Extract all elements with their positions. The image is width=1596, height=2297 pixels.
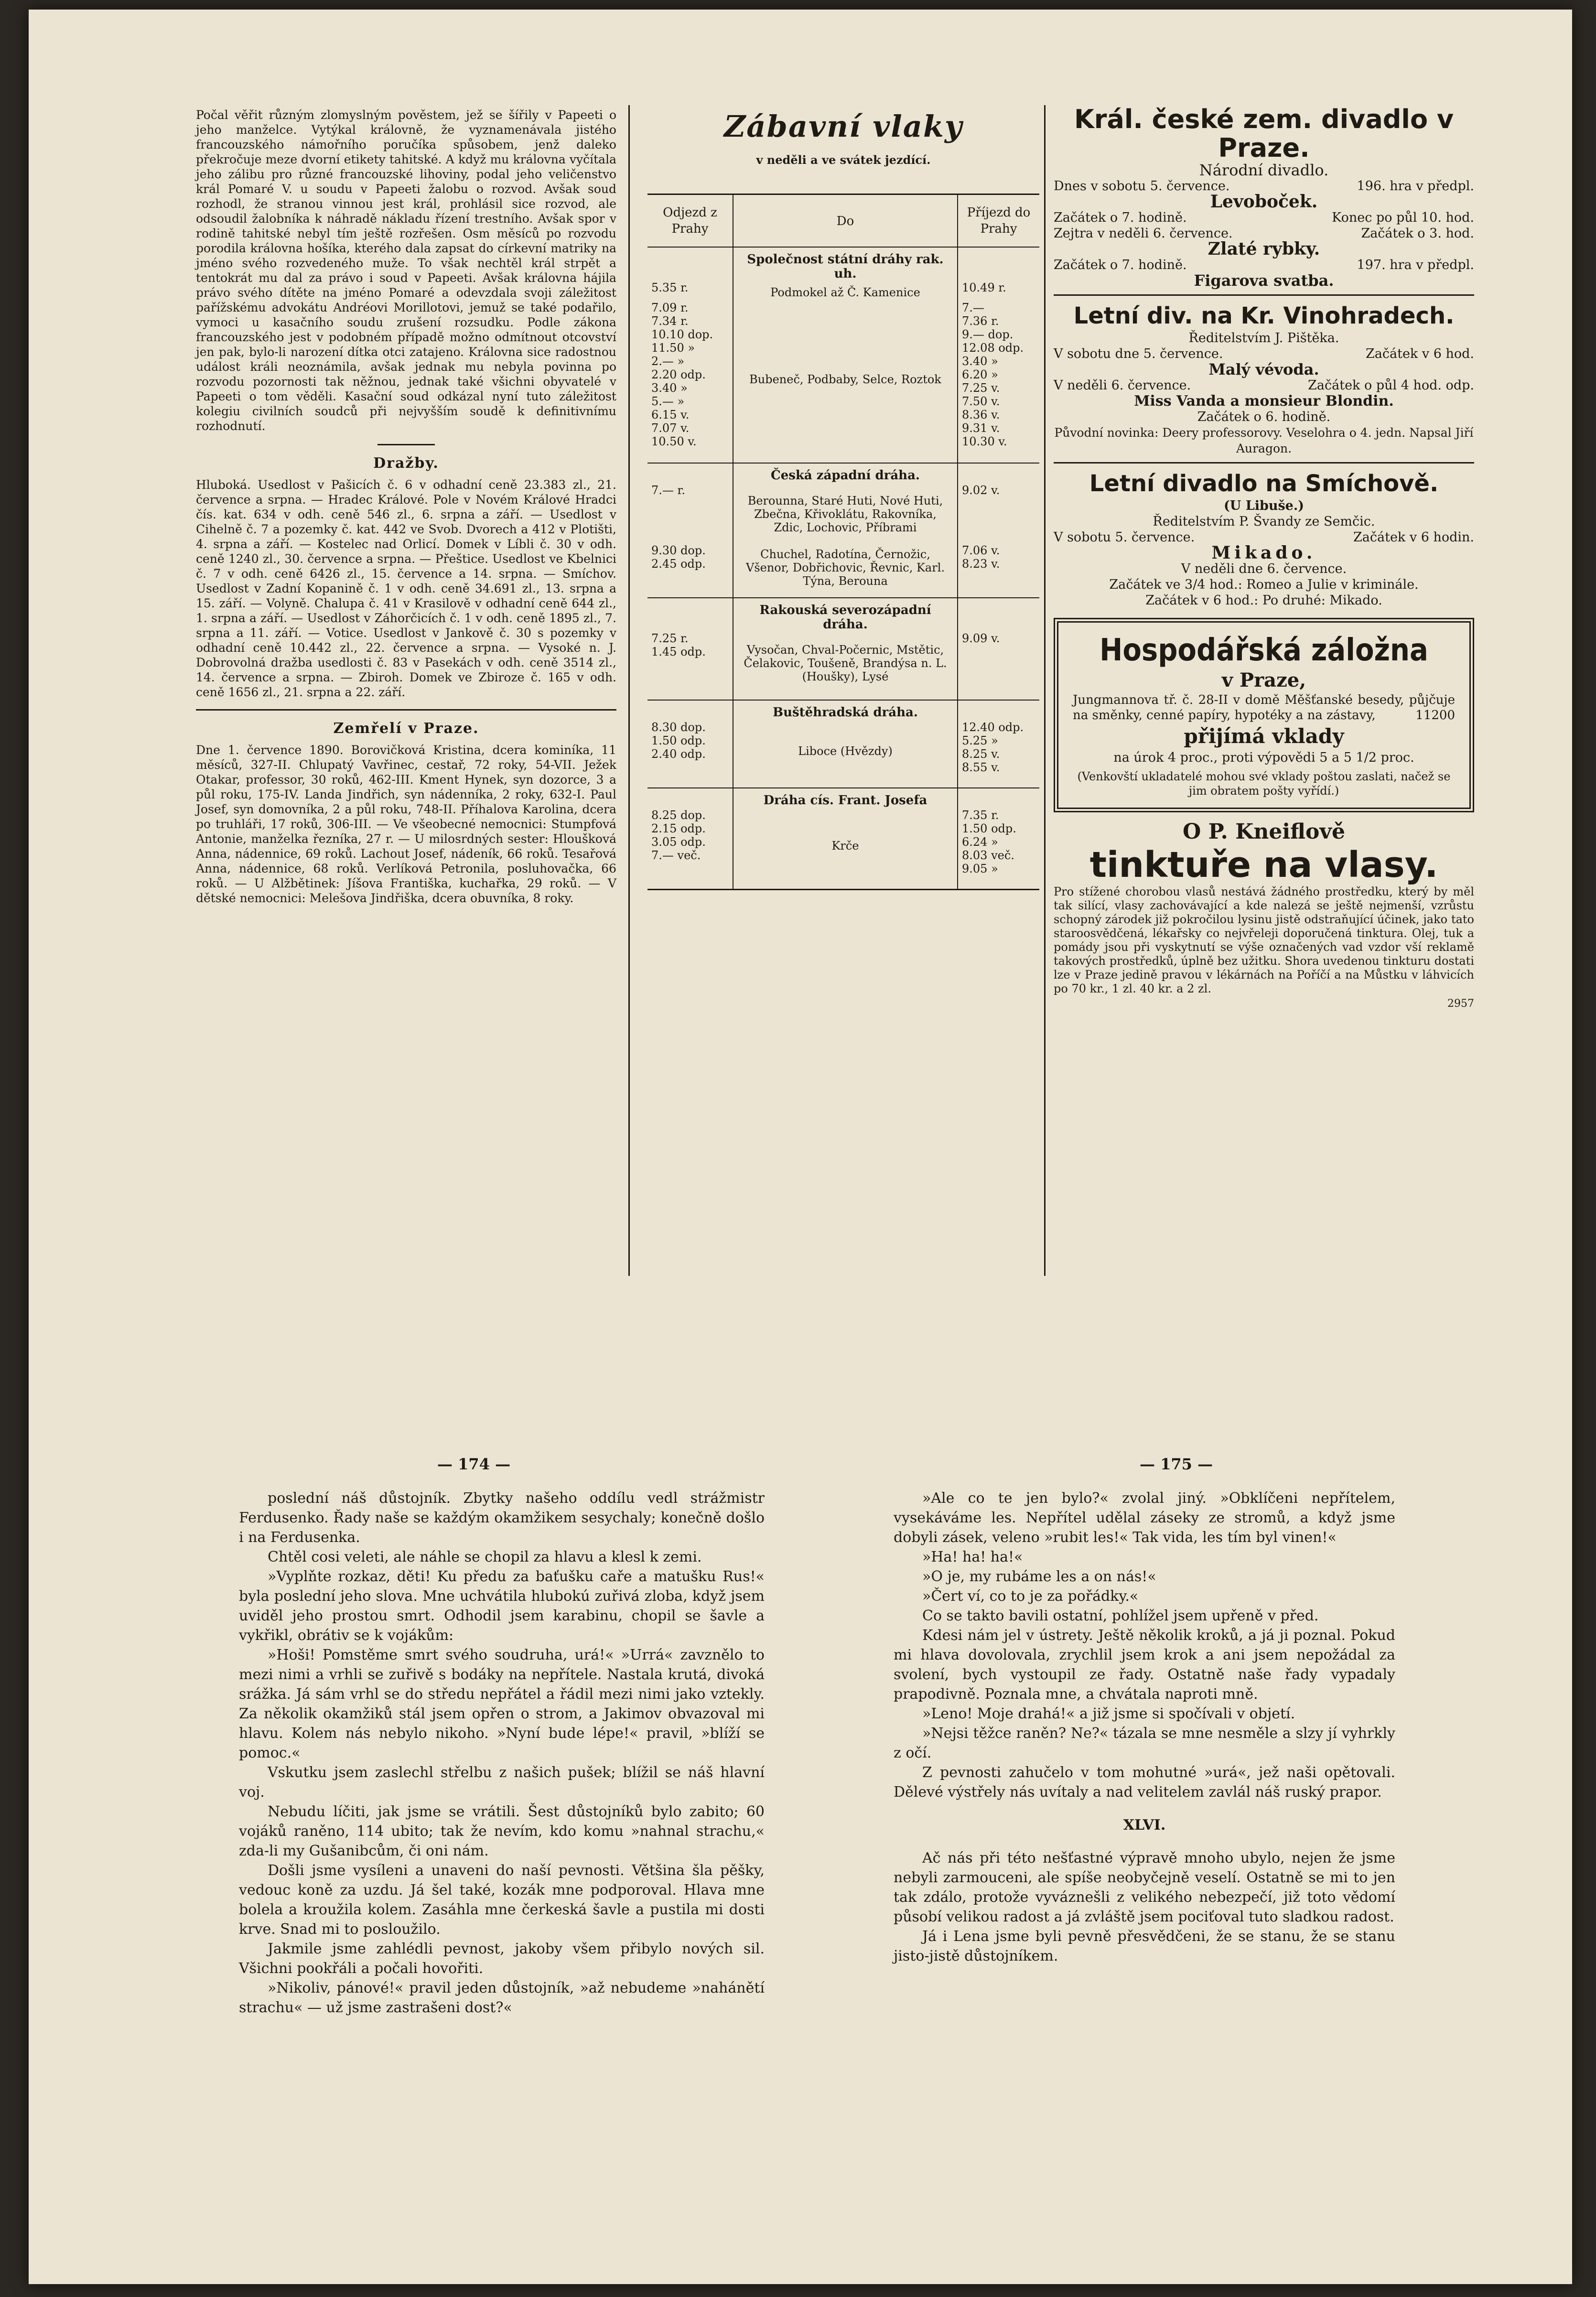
timetable (647, 194, 1039, 890)
divider (377, 444, 435, 445)
zemreli-heading: Zemřelí v Praze. (333, 720, 479, 737)
bank-city: v Praze, (1221, 669, 1306, 691)
story-paragraph: »Ale co te jen bylo?« zvolal jiný. »Obklíčeni nepřítelem, vysekáváme les. Nepřítel udělal záseky ze stromů, a když jsme dobyli zásek, veleno »rubit les!« Tak vida, les tím byl vinen!« (894, 1490, 1395, 1546)
info-line: V sobotu dne 5. července. (1054, 346, 1223, 361)
divider (1054, 462, 1474, 464)
depart-group (651, 301, 729, 448)
destinations (733, 464, 958, 597)
page-number-right: — 175 — (1140, 1455, 1213, 1473)
story-paragraph: XLVI. (1123, 1817, 1166, 1833)
arrive-group (962, 484, 1035, 537)
railway-name: Společnost státní dráhy rak. uh. (747, 252, 944, 281)
bank-note: (Venkovští ukladatelé mohou své vklady poštou zaslati, načež se jim obratem pošty vyřídí.) (1077, 770, 1451, 798)
time-value: 7.— več. (651, 849, 701, 862)
theatre-smichov-sub: Ředitelstvím P. Švandy ze Semčic. (1153, 514, 1375, 529)
time-value: 12.08 odp. (962, 341, 1024, 355)
time-value: 9.09 v. (962, 632, 1000, 645)
destination-text (738, 286, 952, 299)
bank-title: Hospodářská záložna (1100, 633, 1428, 668)
story-paragraph: »O je, my rubáme les a on nás!« (922, 1568, 1156, 1585)
time-value: 7.06 v. (962, 544, 1000, 557)
time-value: 7.— (962, 301, 984, 314)
zemreli-text: Dne 1. července 1890. Borovičková Kristina, dcera kominíka, 11 měsíců, 327-II. Chlupatý Vavřinec, cestař, 72 roky, 54-VII. Ježek Otakar, professor, 30 roků, 462-III. Kment Hynek, syn dozorce, 3 a půl roku, 175-IV. Landa Jindřich, syn nádenníka, 2 roky, 632-I. Paul Josef, syn domovníka, 2 a půl roku, 748-II. Příhalova Karolina, dcera po truhláři, 17 roků, 306-III. — Ve všeobecné nemocnici: Stumpfová Antonie, manželka řezníka, 27 r. — U milosrdných sester: Hloušková Anna, nádennice, 69 roků. Lachout Josef, nádeník, 66 roků. Tesařová Anna, nádennice, 68 roků. Verlíková Petronila, posluhovačka, 66 roků. — U Alžbětinek: Jíšova Františka, kuchařka, 29 roků. — V dětské nemocnici: Melešova Jindřiška, dcera obuvníka, 8 roky. (196, 743, 616, 905)
info-line: Konec po půl 10. hod. (1332, 210, 1474, 225)
newspaper-sheet (29, 10, 1572, 2284)
time-value: 3.05 odp. (651, 835, 706, 849)
depart-times (647, 248, 733, 463)
info-line: Začátek v 6 hodin. (1353, 530, 1474, 545)
col-to: Do (733, 195, 958, 247)
time-value: 2.15 odp. (651, 822, 706, 835)
col-depart: Odjezd z Prahy (647, 195, 733, 247)
theatre-vinohrady-sub: Ředitelstvím J. Pištěka. (1188, 331, 1339, 345)
arrive-group (962, 301, 1035, 448)
time-value: 7.— r. (651, 484, 685, 497)
play-title: Levoboček. (1210, 192, 1318, 212)
time-value: 9.05 » (962, 862, 998, 875)
time-value: 7.07 v. (651, 421, 690, 435)
bank-rate: na úrok 4 proc., proti výpovědi 5 a 5 1/2 proc. (1113, 750, 1414, 765)
right-column (1054, 105, 1474, 1012)
theatre-national-sub: Národní divadlo. (1199, 161, 1329, 179)
tincture-top: O P. Kneiflově (1183, 820, 1345, 844)
time-value: 7.50 v. (962, 395, 1000, 408)
arrive-times (958, 598, 1039, 700)
railway-name: Buštěhradská dráha. (773, 705, 918, 720)
info-line: Začátek o půl 4 hod. odp. (1308, 378, 1474, 393)
time-value: 10.49 r. (962, 281, 1006, 294)
railway-name: Dráha cís. Frant. Josefa (763, 793, 927, 808)
destination-label: Bubeneč, Podbaby, Selce, Roztok (749, 373, 941, 386)
bank-body-text: Jungmannova tř. č. 28-II v domě Měšťanské besedy, půjčuje na směnky, cenné papíry, hypotéky a na zástavy, (1073, 693, 1455, 723)
time-value: 11.50 » (651, 341, 695, 355)
timetable-section (647, 701, 1039, 788)
info-line: Původní novinka: Deery professorovy. Veselohra o 4. jedn. Napsal Jiří Auragon. (1054, 426, 1474, 455)
destination-text (738, 724, 952, 778)
depart-times (647, 598, 733, 700)
destination-text (738, 487, 952, 541)
time-value: 2.— » (651, 355, 685, 368)
story-paragraph: »Leno! Moje drahá!« a již jsme si spočívali v objetí. (922, 1705, 1295, 1722)
railway-name: Česká západní dráha. (771, 468, 920, 483)
time-value: 6.20 » (962, 368, 998, 381)
depart-group (651, 484, 729, 537)
timetable-title: Zábavní vlaky (724, 109, 963, 144)
info-line: V neděli dne 6. července. (1181, 561, 1347, 576)
info-line: Začátek o 6. hodině. (1197, 410, 1331, 424)
play-title: Figarova svatba. (1194, 271, 1334, 290)
time-value: 7.34 r. (651, 314, 689, 328)
drazby-text: Hluboká. Usedlost v Pašicích č. 6 v odhadní ceně 23.383 zl., 21. července a srpna. — Hradec Králové. Pole v Novém Králové Hradci čís. kat. 634 v odh. ceně 546 zl., 6. srpna a září. — Usedlost v Cihelně č. 7 a pozemky č. kat. 442 ve Svob. Dvorech a 412 v Plotišti, 4. srpna a září. — Kostelec nad Orlicí. Domek v Líbli č. 30 v odh. ceně 1240 zl., 30. července a srpna. — Přeštice. Usedlost ve Kbelnici č. 7 v odh. ceně 6426 zl., 15. července a 14. srpna. — Smíchov. Usedlost v Zadní Kopanině č. 1 v odh. ceně 34.691 zl., 13. srpna a 15. září. — Volyně. Chalupa č. 41 v Krasilově v odhadní ceně 644 zl., 1. srpna a září. — Usedlost v Záhorčicích č. 1 v odh. ceně 1895 zl., 7. srpna a 11. září. — Votice. Usedlost v Jankově č. 30 s pozemky v odhadní ceně 10.442 zl., 22. července a srpna. — Vysoké n. J. Dobrovolná dražba usedlosti č. 83 v Pasekách v odh. ceně 3514 zl., 14. července a srpna. — Zbiroh. Domek ve Zbiroze č. 165 v odh. ceně 1656 zl., 21. srpna a 22. září. (196, 478, 616, 699)
story-paragraph: »Čert ví, co to je za pořádky.« (922, 1588, 1139, 1605)
time-value: 9.31 v. (962, 421, 1000, 435)
depart-times (647, 701, 733, 787)
info-line: V sobotu 5. července. (1054, 530, 1195, 545)
arrive-group (962, 281, 1035, 294)
depart-group (651, 809, 729, 875)
story-paragraph: Já i Lena jsme byli pevně přesvědčeni, že se stanu, že se stanu jisto-jistě důstojníkem. (894, 1928, 1395, 1964)
column-rule (628, 105, 630, 1276)
divider (196, 709, 616, 711)
time-value: 5.35 r. (651, 281, 689, 294)
time-value: 7.35 r. (962, 809, 999, 822)
destination-text (738, 636, 952, 690)
story-paragraph: »Hoši! Pomstěme smrt svého soudruha, urá!« »Urrá« zavznělo to mezi nimi a vrhli se zuřivě s bodáky na nepřítele. Nastala krutá, divoká srážka. Já sám vrhl se do středu nepřátel a řádil mezi nimi jako vztekly. Za několik okamžiků stál jsem opřen o strom, a Jakimov obvazoval mi hlavu. Kolem nás nebylo nikoho. »Nyní bude lépe!« pravil, »blíží se pomoc.« (239, 1647, 765, 1761)
story-paragraph: Jakmile jsme zahlédli pevnost, jakoby všem přibylo nových sil. Všichni pookřáli a počali hovořiti. (239, 1941, 765, 1977)
time-value: 5.25 » (962, 734, 998, 747)
timetable-header (647, 110, 1039, 167)
story-paragraph: Z pevnosti zahučelo v tom mohutné »urá«, jež naši opětovali. Dělevé výstřely nás uvítaly a nad velitelem zavlál náš ruský prapor. (894, 1764, 1395, 1801)
info-line: Začátek v 6 hod. (1366, 346, 1474, 361)
time-value: 2.40 odp. (651, 747, 706, 761)
destinations (733, 701, 958, 787)
destination-label: Krče (831, 839, 859, 852)
destination-label: Liboce (Hvězdy) (798, 744, 893, 758)
time-value: 10.10 dop. (651, 328, 713, 341)
time-value: 1.50 odp. (962, 822, 1016, 835)
tincture-title: tinktuře na vlasy. (1089, 844, 1438, 885)
timetable-header-row (647, 195, 1039, 248)
story-paragraph: Nebudu líčiti, jak jsme se vrátili. Šest důstojníků bylo zabito; 60 vojáků raněno, 114 ubito; tak že nevím, kdo komu »nahnal strachu,« zda-li my Gušanibcům, či oni nám. (239, 1803, 765, 1859)
story-paragraph: Došli jsme vysíleni a unaveni do naší pevnosti. Většina šla pěšky, vedouc koně za uzdu. Já šel také, kozák mne podporoval. Hlava mne bolela a kroužila kolem. Zasáhla mne čerkeská šavle a pustila mi dosti krve. Snad mi to posloužilo. (239, 1862, 765, 1938)
info-line: Zejtra v neděli 6. července. (1054, 226, 1233, 241)
time-value: 1.50 odp. (651, 734, 706, 747)
story-paragraph: »Nejsi těžce raněn? Ne?« tázala se mne nesměle a slzy jí vyhrkly z očí. (894, 1725, 1395, 1761)
destinations (733, 248, 958, 463)
time-value: 9.30 dop. (651, 544, 706, 557)
time-value: 10.50 v. (651, 435, 697, 448)
info-line: Začátek ve 3/4 hod.: Romeo a Julie v kriminále. (1109, 577, 1419, 592)
story-paragraph: poslední náš důstojník. Zbytky našeho oddílu vedl strážmistr Ferdusenko. Řady naše se každým okamžikem sesychaly; konečně došlo i na Ferdusenka. (239, 1490, 765, 1546)
tincture-code: 2957 (1447, 998, 1474, 1010)
story-paragraph: Kdesi nám jel v ústrety. Ještě několik kroků, a já ji poznal. Pokud mi hlava dovolovala, zrychlil jsem krok a ani jsem nepožádal za svolení, bych vystoupil ze řady. Ostatně naše řady vypadaly prapodivně. Poznala mne, a chvátala naproti mně. (894, 1627, 1395, 1703)
depart-times (647, 788, 733, 889)
time-value: 6.15 v. (651, 408, 690, 421)
time-value: 1.45 odp. (651, 645, 706, 658)
arrive-group (962, 809, 1035, 875)
time-value: 3.40 » (651, 381, 688, 395)
info-line: Dnes v sobotu 5. července. (1054, 179, 1230, 194)
time-value: 8.25 dop. (651, 809, 706, 822)
time-value: 8.36 v. (962, 408, 1000, 421)
tincture-body: Pro stížené chorobou vlasů nestává žádného prostředku, který by měl tak silící, vlasy zachovávající a kde nalezá se ještě nejmenší, vzrůstu schopný zárodek již pokročilou lysinu jistě odstraňující účinek, jako tato staroosvědčená, lékařsky co nejvřeleji doporučená tinktura. Olej, tuk a pomády jsou při vyskytnutí se výše označených vad vzdor vší reklamě takových prostředků, úplně bez užitku. Shora uvedenou tinkturu dostati lze v Praze jedině pravou v lékárnách na Poříčí a na Můstku v láhvicích po 70 kr., 1 zl. 40 kr. a 2 zl. (1054, 885, 1474, 995)
theatre-smichov-sub: (U Libuše.) (1223, 498, 1305, 513)
info-line: 196. hra v předpl. (1357, 179, 1474, 194)
depart-group (651, 281, 729, 294)
story-right (894, 1488, 1395, 1966)
depart-group (651, 544, 729, 584)
play-title: Zlaté rybky. (1208, 239, 1320, 259)
info-line: Začátek v 6 hod.: Po druhé: Mikado. (1145, 593, 1382, 608)
drazby-heading: Dražby. (373, 455, 439, 472)
play-title: Miss Vanda a monsieur Blondin. (1134, 393, 1394, 410)
time-value: 8.03 več. (962, 849, 1014, 862)
destination-text (738, 548, 952, 588)
time-value: 7.36 r. (962, 314, 999, 328)
time-value: 8.23 v. (962, 557, 1000, 571)
theatre-smichov-title: Letní divadlo na Smíchově. (1089, 470, 1439, 497)
info-line: 197. hra v předpl. (1357, 258, 1474, 272)
arrive-times (958, 701, 1039, 787)
destination-label: Vysočan, Chval-Počernic, Mstětic, Čelakovic, Toušeně, Brandýsa n. L. (Houšky), Lysé (744, 643, 947, 683)
divider (1054, 294, 1474, 296)
play-title: Mikado. (1211, 543, 1316, 563)
arrive-group (962, 544, 1035, 584)
time-value: 7.09 r. (651, 301, 689, 314)
timetable-subtitle: v neděli a ve svátek jezdící. (756, 153, 931, 167)
timetable-section (647, 248, 1039, 464)
info-line: Začátek o 3. hod. (1361, 226, 1474, 241)
theatre-vinohrady-title: Letní div. na Kr. Vinohradech. (1073, 302, 1455, 329)
time-value: 5.— » (651, 395, 685, 408)
info-line: V neděli 6. července. (1054, 378, 1191, 393)
theatre-national-title: Král. české zem. divadlo v Praze. (1074, 104, 1454, 163)
destination-label: Podmokel až Č. Kamenice (770, 286, 920, 299)
destinations (733, 788, 958, 889)
destinations (733, 598, 958, 700)
story-paragraph: Ač nás při této nešťastné výpravě mnoho ubylo, nejen že jsme nebyli zarmouceni, ale spíše neobyčejně veselí. Ostatně se mi to jen tak zdálo, protože vyváznešli z velikého nebezpečí, již toto vědomí působí velikou radost a já zvláště jsem pociťoval tuto sladkou radost. (894, 1850, 1395, 1925)
destination-text (738, 812, 952, 879)
timetable-section (647, 464, 1039, 598)
time-value: 12.40 odp. (962, 721, 1024, 734)
story-left (239, 1488, 765, 2017)
timetable-section (647, 598, 1039, 701)
time-value: 9.— dop. (962, 328, 1014, 341)
story-paragraph: Vskutku jsem zaslechl střelbu z našich pušek; blížil se náš hlavní voj. (239, 1764, 765, 1801)
story-paragraph: »Nikoliv, pánové!« pravil jeden důstojník, »až nebudeme »nahánětí strachu« — už jsme zastrašeni dost?« (239, 1980, 765, 2016)
time-value: 8.30 dop. (651, 721, 706, 734)
col-arrive: Příjezd do Prahy (967, 205, 1031, 236)
time-value: 9.02 v. (962, 484, 1000, 497)
story-paragraph: Co se takto bavili ostatní, pohlížel jsem upřeně v před. (922, 1607, 1319, 1624)
arrive-times (958, 248, 1039, 463)
time-value: 3.40 » (962, 355, 998, 368)
time-value: 2.20 odp. (651, 368, 706, 381)
column-rule (1044, 105, 1046, 1276)
arrive-times (958, 464, 1039, 597)
arrive-group (962, 632, 1035, 685)
timetable-body (647, 248, 1039, 889)
time-value: 2.45 odp. (651, 557, 706, 571)
time-value: 6.24 » (962, 835, 998, 849)
destination-label: Chuchel, Radotína, Černožic, Všenor, Dobřichovic, Řevnic, Karl. Týna, Berouna (745, 548, 945, 588)
time-value: 8.55 v. (962, 761, 1000, 774)
bank-ad (1054, 618, 1474, 812)
depart-group (651, 721, 729, 774)
page-number-left: — 174 — (437, 1455, 511, 1473)
story-paragraph: »Ha! ha! ha!« (922, 1549, 1023, 1565)
time-value: 10.30 v. (962, 435, 1007, 448)
bank-number: 11200 (1415, 708, 1455, 723)
railway-name: Rakouská severozápadní dráha. (759, 603, 931, 632)
story-paragraph: »Vyplňte rozkaz, děti! Ku předu za baťušku caře a matušku Rus!« byla poslední jeho slova. Mne uchvátila hlubokú zuřivá zloba, když jsem uviděl jeho prostou smrt. Odhodil jsem karabinu, chopil se šavle a vykřikl, obrátiv se k vojákům: (239, 1568, 765, 1644)
info-line: Začátek o 7. hodině. (1054, 258, 1187, 272)
arrive-group (962, 721, 1035, 774)
destination-text (738, 306, 952, 453)
info-line: Začátek o 7. hodině. (1054, 210, 1187, 225)
arrive-times (958, 788, 1039, 889)
time-value: 7.25 v. (962, 381, 1000, 395)
story-paragraph: Chtěl cosi veleti, ale náhle se chopil za hlavu a klesl k zemi. (268, 1549, 702, 1565)
play-title: Malý vévoda. (1208, 360, 1319, 378)
time-value: 7.25 r. (651, 632, 689, 645)
depart-times (647, 464, 733, 597)
time-value: 8.25 v. (962, 747, 1000, 761)
bank-body (1073, 692, 1455, 723)
bank-accepts: přijímá vklady (1184, 724, 1344, 748)
destination-label: Berounna, Staré Huti, Nové Huti, Zbečna, Křivoklátu, Rakovníka, Zdic, Lochovic, Příbrami (747, 494, 943, 534)
timetable-section (647, 788, 1039, 889)
depart-group (651, 632, 729, 685)
intro-article: Počal věřit různým zlomyslným pověstem, jež se šířily v Papeeti o jeho manželce. Vytýkal královně, že vyznamenávala jistého francouzského námořního poručíka spůsobem, jenž daleko překročuje meze dvorní etikety tahitské. A když mu královna vyčítala jeho zálibu pro různé francouzské lihoviny, podal jeho veličenstvo král Pomaré V. u soudu v Papeeti žalobu o rozvod. Avšak soud rozhodl, že stranou vinnou jest král, prohlásil sice rozvod, ale odsoudil žalobníka k náhradě nákladu řízení trestního. Avšak spor v rodině tahitské nebyl tím ještě rozřešen. Osm měsíců po rozvodu porodila královna hošíka, kterého dala zapsat do církevní matriky na jméno svého rozvedeného muže. To však nechtěl král strpět a tentokrát mu dal za právo i soud v Papeeti. Avšak královna hájila právo svého dítěte na jméno Pomaré a odevzdala svoji záležitost pařížskému advokátu Andréovi Morillotovi, jemuž se také podařilo, vymoci u kasačního soudu zrušení rozsudku. Podle zákona francouzského jest v podobném případě možno odmítnout otcovství jen pak, bylo-li narození dítka otci zatajeno. Královna sice radostnou událost králi neoznámila, avšak jednak mu nebyla povinna po rozvodu pozornosti tak něžnou, jednak také všichni obyvatelé v Papeeti o tom věděli. Kasační soud odkázal nyní tuto záležitost kolegiu civilních soudců při nejvyšším soudě k definitivnímu rozhodnutí. (196, 108, 616, 433)
left-column (196, 108, 616, 906)
